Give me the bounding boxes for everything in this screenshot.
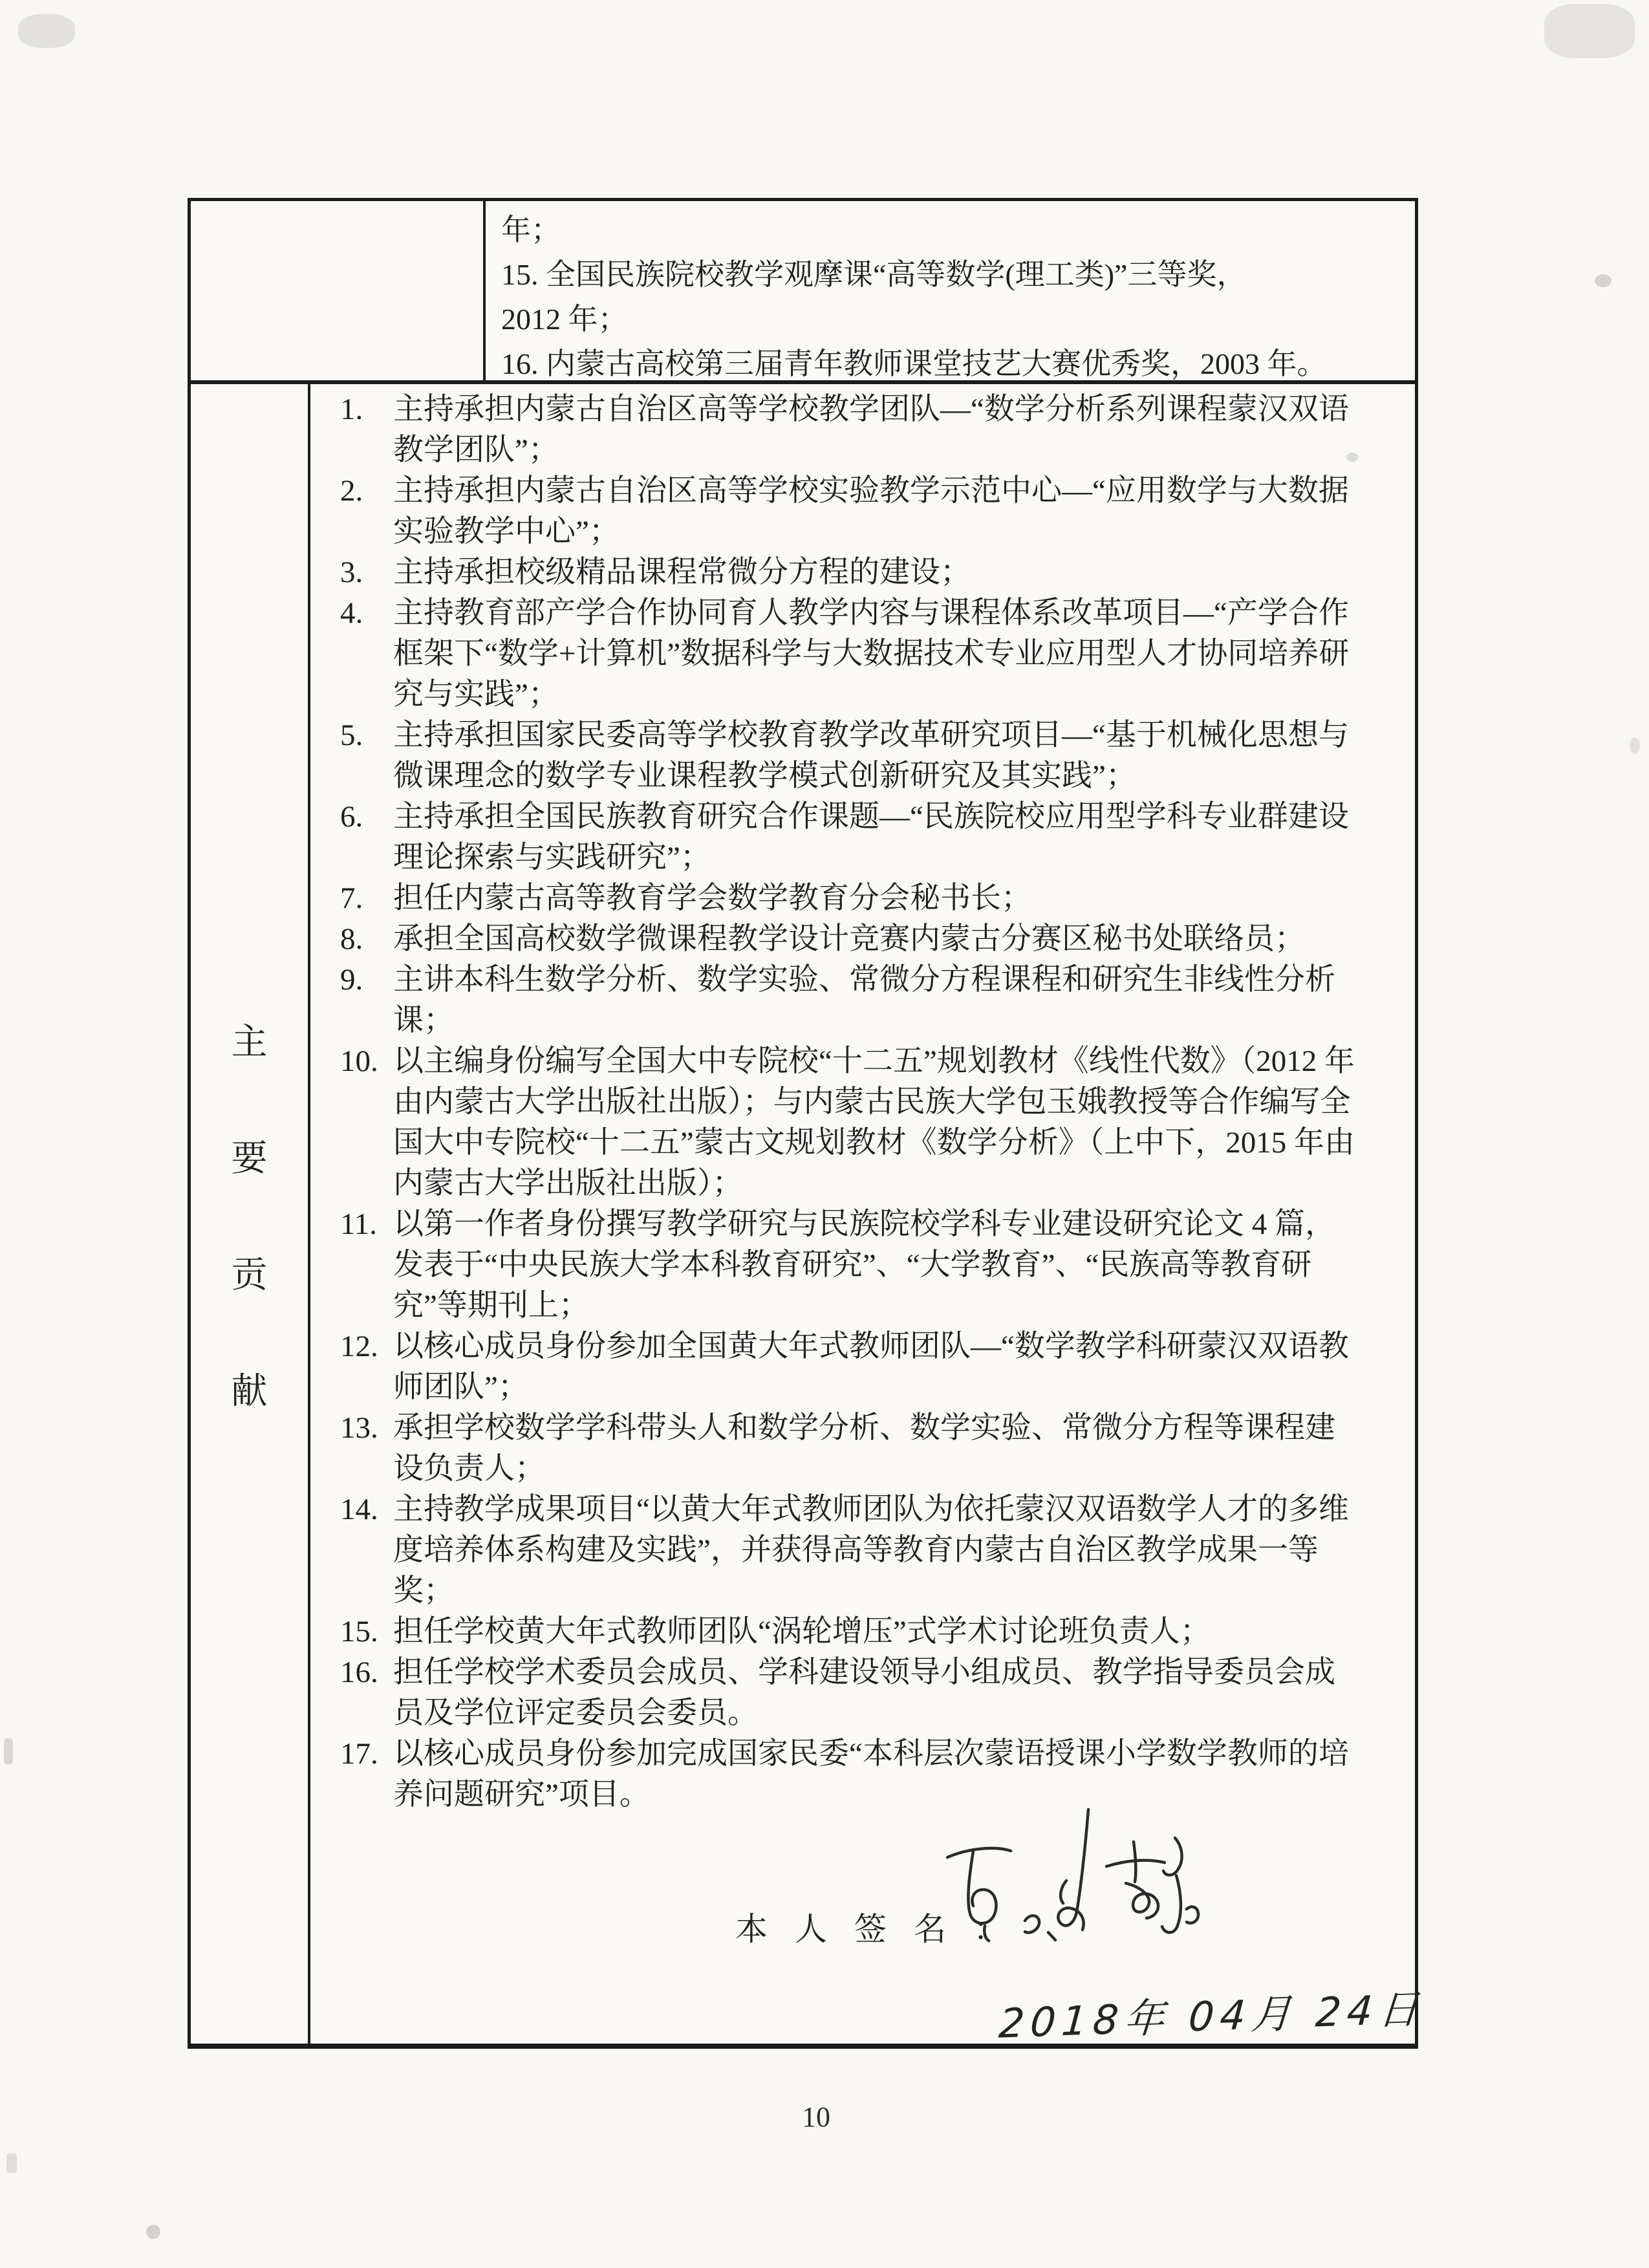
item-text: 主持承担全国民族教育研究合作课题—“民族院校应用型学科专业群建设理论探索与实践研究”； [393, 800, 1349, 874]
contribution-item [340, 1326, 1362, 1408]
item-number: 4. [340, 596, 363, 630]
contribution-item [340, 1408, 1362, 1489]
item-number: 9. [340, 963, 363, 997]
contribution-list [340, 389, 1362, 1815]
scan-artifact [1595, 274, 1611, 287]
contribution-item [340, 1489, 1362, 1612]
handwritten-signature [933, 1804, 1205, 1966]
carryover-empty-cell [191, 201, 486, 380]
contribution-item [340, 1652, 1362, 1734]
header-char: 献 [231, 1372, 268, 1412]
item-number: 2. [340, 474, 363, 508]
scan-artifact [6, 2154, 17, 2173]
scan-artifact [1630, 737, 1640, 754]
item-number: 15. [340, 1615, 378, 1648]
item-text: 以核心成员身份参加全国黄大年式教师团队—“数学教学科研蒙汉双语教师团队”； [393, 1330, 1349, 1404]
item-text: 主持教学成果项目“以黄大年式教师团队为依托蒙汉双语数学人才的多维度培养体系构建及实践”，并获得高等教育内蒙古自治区教学成果一等奖； [393, 1493, 1349, 1608]
item-text: 主持承担内蒙古自治区高等学校教学团队—“数学分析系列课程蒙汉双语教学团队”； [393, 393, 1349, 467]
item-text: 以第一作者身份撰写教学研究与民族院校学科专业建设研究论文 4 篇，发表于“中央民族大学本科教育研究”、“大学教育”、“民族高等教育研究”等期刊上； [393, 1207, 1335, 1323]
header-char: 主 [231, 1022, 268, 1063]
scan-artifact [4, 1738, 13, 1764]
item-number: 13. [340, 1411, 378, 1445]
contribution-item [340, 797, 1362, 878]
item-text: 担任学校黄大年式教师团队“涡轮增压”式学术讨论班负责人； [393, 1615, 1211, 1648]
item-number: 11. [340, 1207, 378, 1241]
contribution-item [340, 552, 1362, 593]
item-text: 担任学校学术委员会成员、学科建设领导小组成员、教学指导委员会成员及学位评定委员会委员。 [393, 1656, 1335, 1730]
carryover-row [191, 201, 1415, 384]
carryover-line: 2012 年； [501, 303, 628, 336]
item-text: 承担全国高校数学微课程教学设计竞赛内蒙古分赛区秘书处联络员； [393, 922, 1305, 956]
header-char: 贡 [231, 1255, 268, 1295]
contribution-item [340, 389, 1362, 471]
contribution-item [340, 715, 1362, 797]
contribution-item [340, 1204, 1362, 1326]
handwritten-date: 2018年 04月 24日 [997, 1985, 1427, 2047]
item-text: 主持承担校级精品课程常微分方程的建设； [393, 556, 971, 589]
contribution-item [340, 1612, 1362, 1652]
item-number: 1. [340, 393, 363, 426]
carryover-line: 16. 内蒙古高校第三届青年教师课堂技艺大赛优秀奖，2003 年。 [501, 347, 1327, 380]
item-text: 以主编身份编写全国大中专院校“十二五”规划教材《线性代数》（2012 年由内蒙古大学出版社出版）；与内蒙古民族大学包玉娥教授等合作编写全国大中专院校“十二五”蒙古文规划教材《数学分析》（上中下，2015 年由内蒙古大学出版社出版）； [393, 1044, 1355, 1200]
item-number: 3. [340, 556, 363, 589]
item-number: 7. [340, 881, 363, 915]
contribution-item [340, 1041, 1362, 1204]
header-char: 要 [231, 1139, 268, 1179]
carryover-line: 15. 全国民族院校教学观摩课“高等数学(理工类)”三等奖， [501, 258, 1247, 291]
page-number: 10 [802, 2101, 830, 2133]
item-text: 主持教育部产学合作协同育人教学内容与课程体系改革项目—“产学合作框架下“数学+计算机”数据科学与大数据技术专业应用型人才协同培养研究与实践”； [393, 596, 1350, 711]
item-number: 6. [340, 800, 363, 834]
contribution-item [340, 1734, 1362, 1815]
item-number: 16. [340, 1656, 378, 1689]
scan-artifact [1544, 4, 1635, 58]
item-text: 主持承担内蒙古自治区高等学校实验教学示范中心—“应用数学与大数据实验教学中心”； [393, 474, 1349, 548]
form-table [188, 198, 1418, 2049]
item-text: 主持承担国家民委高等学校教育教学改革研究项目—“基于机械化思想与微课理念的数学专业课程教学模式创新研究及其实践”； [393, 718, 1349, 793]
item-text: 承担学校数学学科带头人和数学分析、数学实验、常微分方程等课程建设负责人； [393, 1411, 1335, 1485]
contribution-item [340, 471, 1362, 552]
contribution-item [340, 960, 1362, 1041]
carryover-line: 年； [501, 213, 561, 246]
main-row [191, 384, 1415, 2044]
carryover-text-cell [486, 201, 1415, 380]
contributions-cell [310, 384, 1415, 2044]
contribution-item [340, 878, 1362, 919]
scan-artifact [18, 14, 75, 48]
item-number: 12. [340, 1330, 378, 1363]
item-number: 14. [340, 1493, 378, 1526]
scan-artifact [146, 2225, 160, 2239]
item-text: 以核心成员身份参加完成国家民委“本科层次蒙语授课小学数学教师的培养问题研究”项目。 [393, 1737, 1349, 1811]
item-number: 10. [340, 1044, 378, 1078]
item-number: 5. [340, 718, 363, 752]
row-header-main-contributions [191, 384, 310, 2044]
item-number: 8. [340, 922, 363, 956]
item-text: 主讲本科生数学分析、数学实验、常微分方程课程和研究生非线性分析课； [393, 963, 1335, 1037]
contribution-item [340, 593, 1362, 715]
item-text: 担任内蒙古高等教育学会数学教育分会秘书长； [393, 881, 1031, 915]
contribution-item [340, 919, 1362, 960]
signature-label: 本人签名： [735, 1911, 1033, 1947]
item-number: 17. [340, 1737, 378, 1771]
